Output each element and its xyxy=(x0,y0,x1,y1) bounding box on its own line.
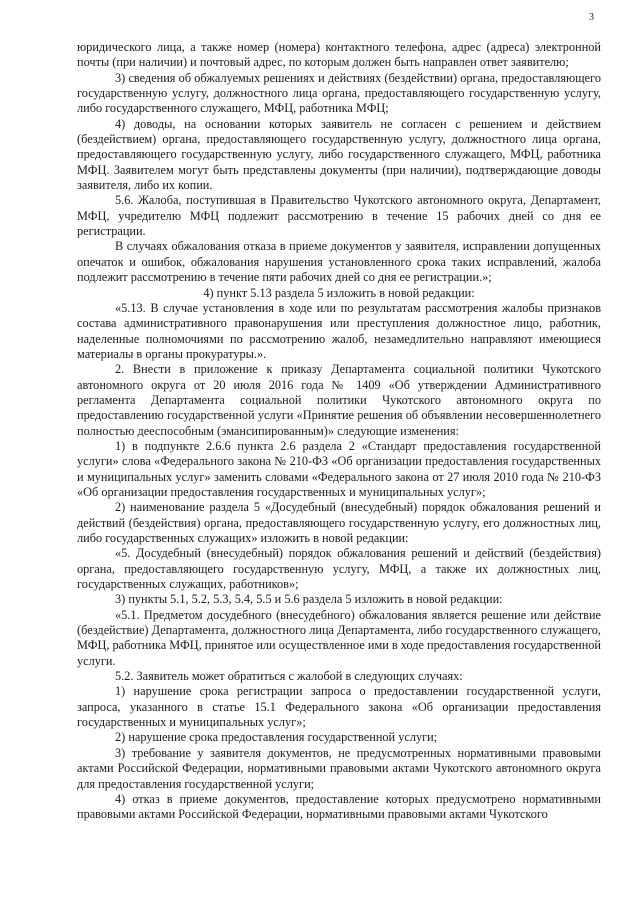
page-number: 3 xyxy=(589,12,594,23)
paragraph: юридического лица, а также номер (номера) контактного телефона, адрес (адреса) электронной почты (при наличии) и почтовый адрес, по которым должен быть направлен ответ заявителю; xyxy=(77,40,601,70)
paragraph: 4) отказ в приеме документов, предоставление которых предусмотрено нормативными правовыми актами Российской Федерации, нормативными правовыми актами Чукотского xyxy=(77,791,601,822)
document-body xyxy=(77,40,601,823)
paragraph: 2. Внести в приложение к приказу Департамента социальной политики Чукотского автономного округа от 20 июля 2016 года № 1409 «Об утверждении Административного регламента Департамента социальной политики Чукотского автономного округа по предоставлению государственной услуги «Принятие решения об объявлении несовершеннолетнего полностью дееспособным (эмансипированным)» следующие изменения: xyxy=(77,362,601,438)
paragraph: 5.2. Заявитель может обратиться с жалобой в следующих случаях: xyxy=(115,669,463,684)
paragraph: «5. Досудебный (внесудебный) порядок обжалования решений и действий (бездействия) органа, предоставляющего государственную услугу, МФЦ, а также их должностных лиц, государственных служащих, работников»; xyxy=(77,546,601,592)
paragraph: «5.13. В случае установления в ходе или по результатам рассмотрения жалобы признаков состава административного правонарушения или преступления должностное лицо, работник, наделенные полномочиями по рассмотрению жалоб, незамедлительно направляют имеющиеся материалы в органы прокуратуры.». xyxy=(77,300,601,361)
paragraph: 2) нарушение срока предоставления государственной услуги; xyxy=(115,730,438,745)
paragraph: 2) наименование раздела 5 «Досудебный (внесудебный) порядок обжалования решений и действий (бездействия) органа, предоставляющего государственную услугу, его должностных лиц, либо государственных служащих» изложить в новой редакции: xyxy=(77,500,601,545)
paragraph: 4) доводы, на основании которых заявитель не согласен с решением и действием (бездействием) органа, предоставляющего государственную услугу, должностного лица органа, предоставляющего государственную услугу, либо государственного служащего, МФЦ, работника МФЦ. Заявителем могут быть представлены документы (при наличии), подтверждающие доводы заявителя, либо их копии. xyxy=(77,116,601,193)
paragraph: «5.1. Предметом досудебного (внесудебного) обжалования является решение или действие (бездействие) Департамента, должностного лица Департамента, либо государственного служащего, МФЦ, работника МФЦ, принятое или осуществленное ими в ходе предоставления государственной услуги. xyxy=(77,607,601,668)
paragraph: 1) в подпункте 2.6.6 пункта 2.6 раздела 2 «Стандарт предоставления государственной услуги» слова «Федерального закона № 210-ФЗ «Об организации предоставления государственных и муниципальных услуг» заменить словами «Федерального закона от 27 июля 2010 года № 210-ФЗ «Об организации предоставления государственных и муниципальных услуг»; xyxy=(77,438,601,499)
paragraph: 3) требование у заявителя документов, не предусмотренных нормативными правовыми актами Российской Федерации, нормативными правовыми актами Чукотского автономного округа для предоставления государственной услуги; xyxy=(77,745,601,791)
paragraph: 1) нарушение срока регистрации запроса о предоставлении государственной услуги, запроса, указанного в статье 15.1 Федерального закона «Об организации предоставления государственных и муниципальных услуг»; xyxy=(77,684,601,730)
paragraph: В случаях обжалования отказа в приеме документов у заявителя, исправлении допущенных опечаток и ошибок, обжалования нарушения установленного срока таких исправлений, жалоба подлежит рассмотрению в течение пяти рабочих дней со дня ее регистрации.»; xyxy=(77,239,601,285)
paragraph: 4) пункт 5.13 раздела 5 изложить в новой редакции: xyxy=(203,285,475,300)
paragraph: 3) пункты 5.1, 5.2, 5.3, 5.4, 5.5 и 5.6 раздела 5 изложить в новой редакции: xyxy=(115,592,503,607)
paragraph: 5.6. Жалоба, поступившая в Правительство Чукотского автономного округа, Департамент, МФЦ, учредителю МФЦ подлежит рассмотрению в течение 15 рабочих дней со дня ее регистрации. xyxy=(77,193,601,239)
paragraph: 3) сведения об обжалуемых решениях и действиях (бездействии) органа, предоставляющего государственную услугу, должностного лица органа, предоставляющего государственную услугу, либо государственного служащего, МФЦ, работника МФЦ; xyxy=(77,70,601,116)
